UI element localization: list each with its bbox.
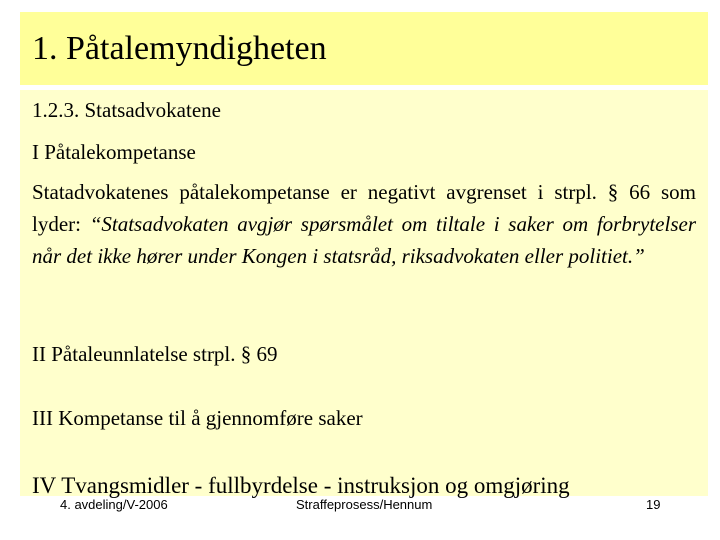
content-box xyxy=(20,90,708,496)
page-number: 19 xyxy=(646,497,661,512)
item-2-heading: II Påtaleunnlatelse strpl. § 69 xyxy=(32,342,278,366)
paragraph-intro: Statadvokatenes påtalekompetanse er negativt avgrenset i strpl. § 66 som lyder: xyxy=(32,180,696,236)
section-heading: 1.2.3. Statsadvokatene xyxy=(32,98,221,122)
item-1-heading: I Påtalekompetanse xyxy=(32,140,196,164)
footer-left-text: 4. avdeling/V-2006 xyxy=(60,497,168,512)
quote-paragraph xyxy=(32,176,696,272)
item-4-heading: IV Tvangsmidler - fullbyrdelse - instruksjon og omgjøring xyxy=(32,473,570,498)
item-3-heading: III Kompetanse til å gjennomføre saker xyxy=(32,406,363,430)
title-box xyxy=(20,12,708,85)
statute-quote: “Statsadvokaten avgjør spørsmålet om tiltale i saker om forbrytelser når det ikke hører under Kongen i statsråd, riksadvokaten eller politiet.” xyxy=(32,212,697,268)
slide-title: 1. Påtalemyndigheten xyxy=(32,30,327,67)
footer-center-text: Straffeprosess/Hennum xyxy=(296,497,433,512)
